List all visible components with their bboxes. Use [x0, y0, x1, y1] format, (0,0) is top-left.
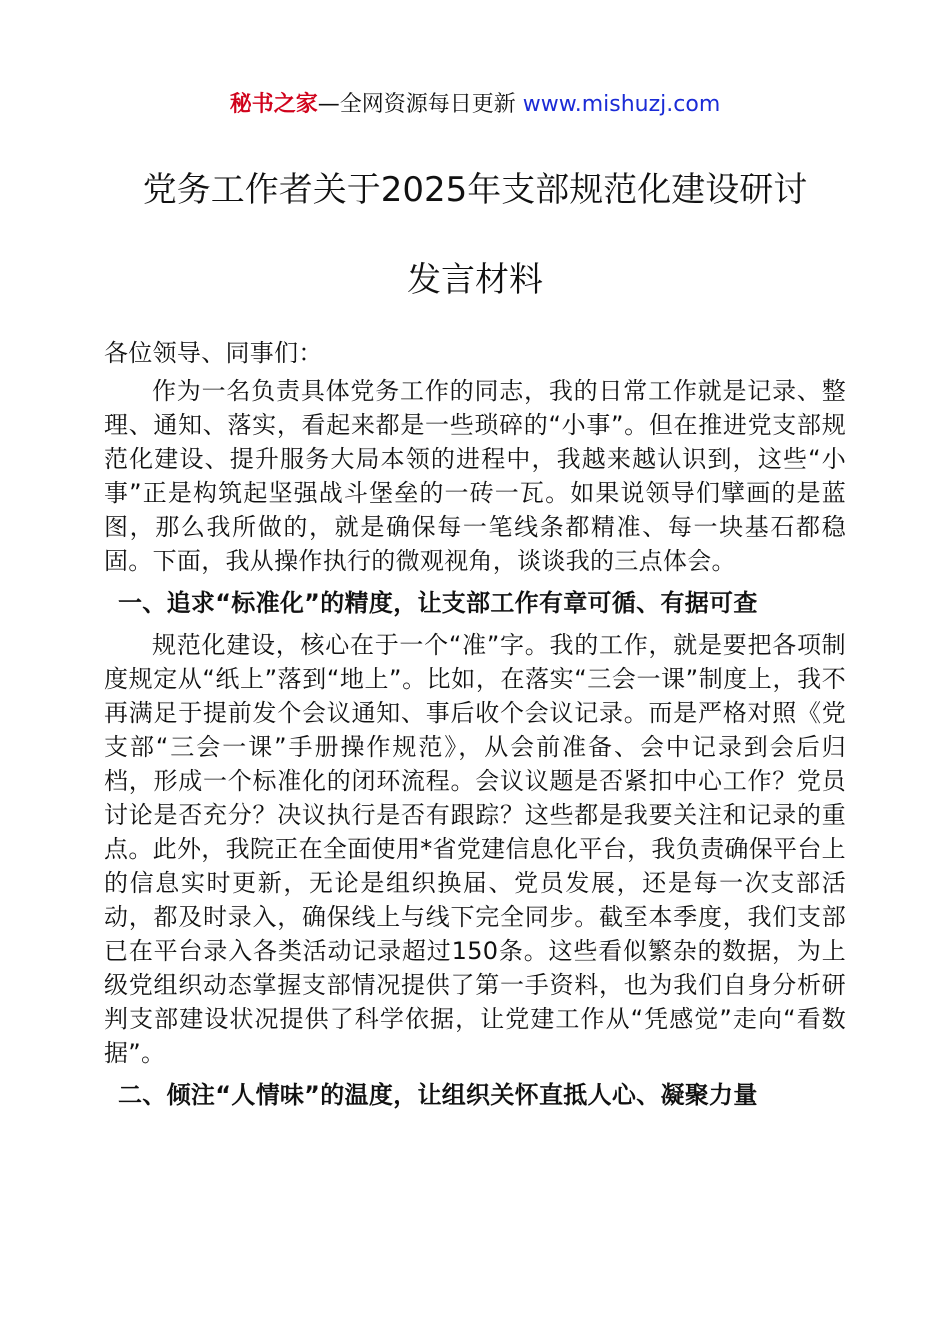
intro-paragraph: 作为一名负责具体党务工作的同志，我的日常工作就是记录、整理、通知、落实，看起来都是一些琐碎的“小事”。但在推进党支部规范化建设、提升服务大局本领的进程中，我越来越认识到，这些“小事”正是构筑起坚强战斗堡垒的一砖一瓦。如果说领导们擘画的是蓝图，那么我所做的，就是确保每一笔线条都精准、每一块基石都稳固。下面，我从操作执行的微观视角，谈谈我的三点体会。 — [104, 377, 846, 575]
section-1-heading: 一、追求“标准化”的精度，让支部工作有章可循、有据可查 — [118, 589, 758, 617]
document-title-line-1: 党务工作者关于2025年支部规范化建设研讨 — [142, 170, 808, 210]
site-header — [0, 88, 950, 122]
site-tagline: —全网资源每日更新 — [317, 92, 516, 117]
document-body — [104, 336, 846, 1120]
salutation: 各位领导、同事们： — [104, 339, 323, 367]
site-brand: 秘书之家 — [229, 92, 318, 117]
site-url-link[interactable]: www.mishuzj.com — [522, 92, 721, 117]
section-2-heading: 二、倾注“人情味”的温度，让组织关怀直抵人心、凝聚力量 — [118, 1081, 758, 1109]
section-1-paragraph: 规范化建设，核心在于一个“准”字。我的工作，就是要把各项制度规定从“纸上”落到“地上”。比如，在落实“三会一课”制度上，我不再满足于提前发个会议通知、事后收个会议记录。而是严格对照《党支部“三会一课”手册操作规范》，从会前准备、会中记录到会后归档，形成一个标准化的闭环流程。会议议题是否紧扣中心工作？党员讨论是否充分？决议执行是否有跟踪？这些都是我要关注和记录的重点。此外，我院正在全面使用*省党建信息化平台，我负责确保平台上的信息实时更新，无论是组织换届、党员发展，还是每一次支部活动，都及时录入，确保线上与线下完全同步。截至本季度，我们支部已在平台录入各类活动记录超过150条。这些看似繁杂的数据，为上级党组织动态掌握支部情况提供了第一手资料，也为我们自身分析研判支部建设状况提供了科学依据，让党建工作从“凭感觉”走向“看数据”。 — [104, 631, 846, 1067]
document-title-line-2: 发言材料 — [407, 260, 543, 300]
